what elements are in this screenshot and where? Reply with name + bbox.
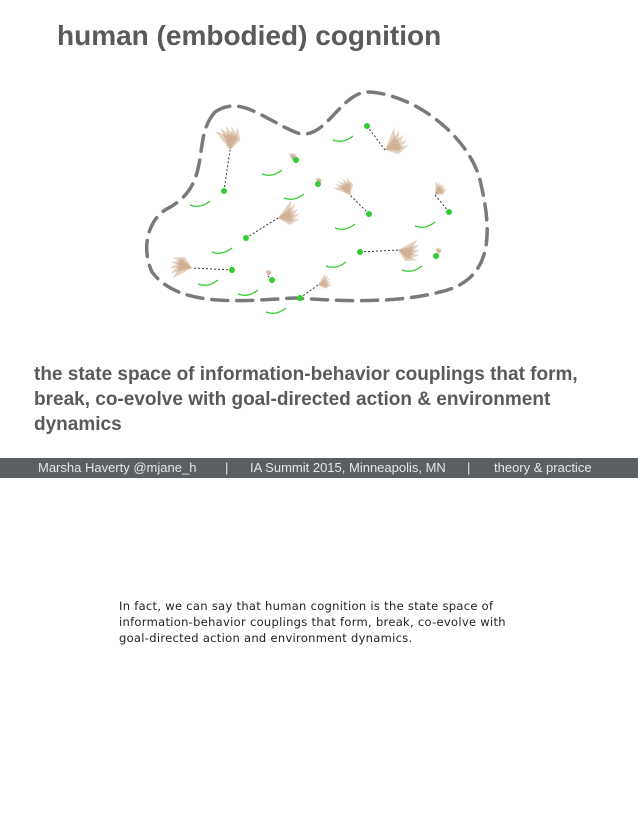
slide-subtitle: the state space of information-behavior couplings that form, break, co-evolve with goal-directed action & environment dynamics — [34, 364, 578, 435]
coupling-node — [446, 209, 452, 215]
coupling-link — [350, 195, 369, 214]
notes-line: goal-directed action and environment dynamics. — [119, 631, 413, 645]
coupling-link — [192, 268, 232, 270]
coupling-glyph — [238, 269, 275, 295]
coupling-glyph — [170, 257, 235, 285]
coupling-glyph — [333, 177, 372, 229]
footer-theme: theory & practice — [494, 460, 592, 475]
coupling-tether — [190, 201, 210, 206]
notes-line: information-behavior couplings that form, break, co-evolve with — [119, 615, 506, 629]
coupling-node — [315, 181, 321, 187]
coupling-glyph — [326, 240, 420, 268]
coupling-fan — [278, 218, 300, 225]
coupling-tether — [238, 290, 258, 295]
coupling-tether — [333, 136, 353, 141]
coupling-link — [360, 250, 398, 252]
coupling-node — [293, 157, 299, 163]
speaker-notes — [119, 598, 529, 646]
coupling-diagram — [0, 0, 638, 360]
footer-author: Marsha Haverty @mjane_h — [38, 460, 197, 475]
footer-separator: | — [467, 460, 471, 475]
coupling-tether — [335, 224, 355, 229]
coupling-node — [229, 267, 235, 273]
coupling-tether — [212, 248, 232, 253]
coupling-link — [300, 285, 318, 298]
coupling-tether — [402, 266, 422, 271]
coupling-tether — [326, 262, 346, 267]
coupling-node — [366, 211, 372, 217]
coupling-link — [367, 126, 385, 150]
coupling-node — [297, 295, 303, 301]
coupling-glyph — [333, 123, 408, 154]
coupling-tether — [284, 194, 304, 199]
coupling-node — [269, 277, 275, 283]
notes-line: In fact, we can say that human cognition is the state space of — [119, 599, 494, 613]
coupling-glyph — [415, 181, 452, 227]
slide-footer — [0, 458, 638, 478]
couplings-layer — [170, 123, 452, 313]
coupling-node — [357, 249, 363, 255]
coupling-node — [364, 123, 370, 129]
coupling-node — [433, 253, 439, 259]
coupling-link — [246, 218, 278, 238]
coupling-fan — [318, 285, 332, 289]
coupling-glyph — [266, 273, 332, 313]
coupling-link — [435, 195, 449, 212]
coupling-tether — [415, 222, 435, 227]
coupling-node — [243, 235, 249, 241]
coupling-tether — [198, 280, 218, 285]
coupling-glyph — [212, 200, 300, 253]
footer-event: IA Summit 2015, Minneapolis, MN — [250, 460, 446, 475]
coupling-link — [224, 150, 230, 191]
coupling-tether — [266, 308, 286, 313]
slide-title: human (embodied) cognition — [57, 20, 442, 51]
coupling-node — [221, 188, 227, 194]
coupling-tether — [262, 170, 282, 175]
coupling-glyph — [284, 177, 322, 199]
coupling-glyph — [262, 152, 299, 175]
footer-separator: | — [225, 460, 229, 475]
